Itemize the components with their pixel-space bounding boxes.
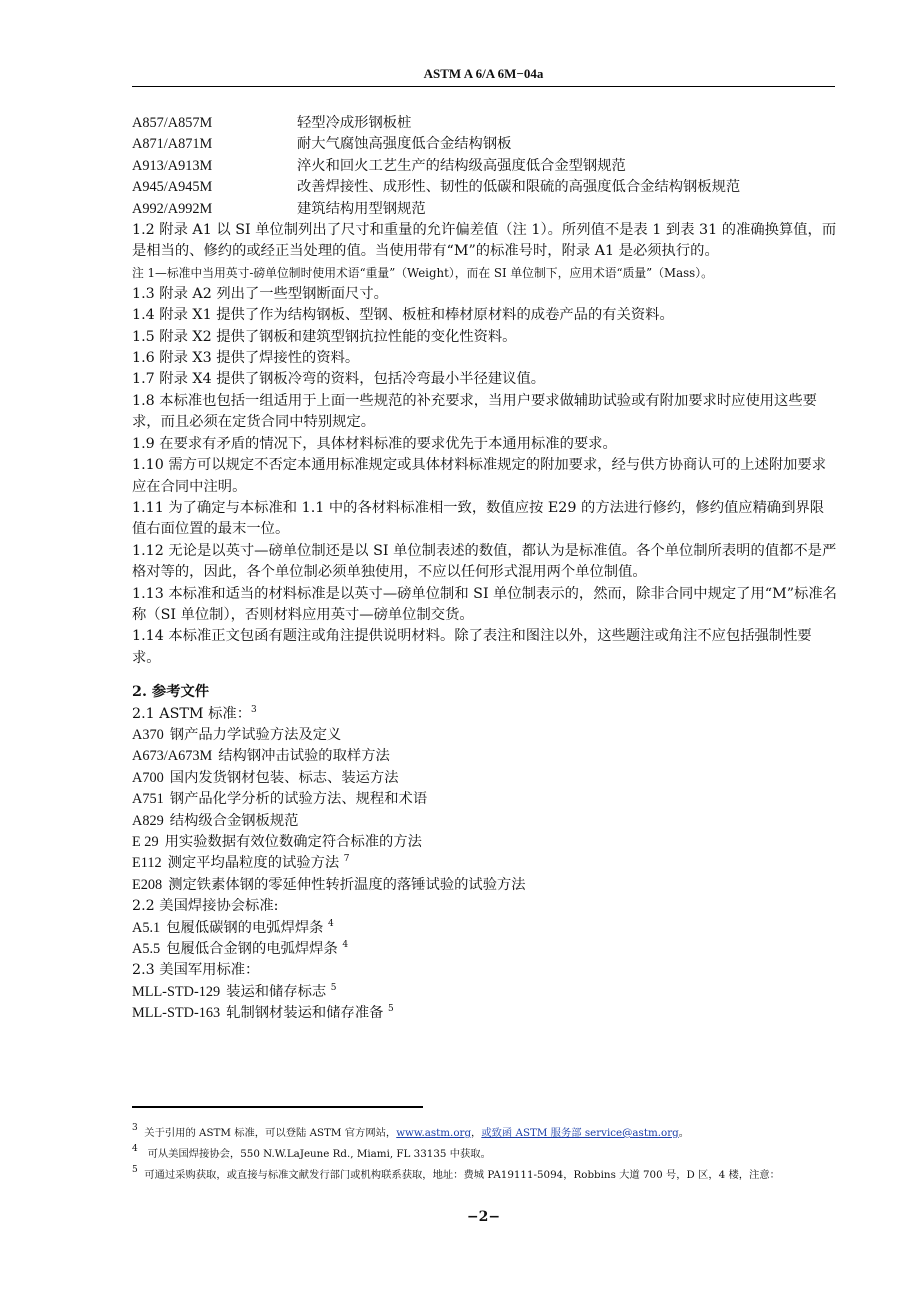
paragraph-1-7: 1.7 附录 X4 提供了钢板冷弯的资料，包括冷弯最小半径建议值。 bbox=[132, 371, 546, 388]
ref-desc: 测定平均晶粒度的试验方法 bbox=[167, 855, 340, 872]
page-number: −2− bbox=[466, 1209, 501, 1225]
note-1: 注 1—标准中当用英寸-磅单位制时使用术语“重量”（Weight），而在 SI 单位制下，应用术语“质量”（Mass）。 bbox=[132, 265, 713, 280]
ref-desc: 结构级合金钢板规范 bbox=[169, 812, 299, 829]
standard-code: A992/A992M bbox=[132, 200, 213, 217]
standard-desc: 耐大气腐蚀高强度低合金结构钢板 bbox=[297, 136, 512, 153]
standard-code: A871/A871M bbox=[132, 136, 213, 153]
footnotes bbox=[132, 1123, 837, 1186]
footnote-ref: 7 bbox=[343, 854, 350, 865]
footnote-number: 4 bbox=[132, 1144, 138, 1154]
list-item bbox=[132, 725, 837, 746]
paragraph-1-2: 1.2 附录 A1 以 SI 单位制列出了尺寸和重量的允许偏差值（注 1）。所列值不是表 1 到表 31 的准确换算值，而是相当的、修约的或经正当处理的值。当使用带有“M”的标准号时，附录 A1 是必须执行的。 bbox=[132, 222, 837, 260]
ref-desc: 用实验数据有效位数确定符合标准的方法 bbox=[164, 834, 422, 850]
paragraph-1-10: 1.10 需方可以规定不否定本通用标准规定或具体材料标准规定的附加要求，经与供方协商认可的上述附加要求应在合同中注明。 bbox=[132, 457, 827, 495]
ref-desc: 轧制钢材装运和储存准备 bbox=[226, 1005, 384, 1022]
paragraph-1-3: 1.3 附录 A2 列出了一些型钢断面尺寸。 bbox=[132, 285, 388, 302]
subsection-2-2: 2.2 美国焊接协会标准: bbox=[132, 898, 279, 915]
paragraph-1-4: 1.4 附录 X1 提供了作为结构钢板、型钢、板桩和棒材原材料的成卷产品的有关资料。 bbox=[132, 307, 674, 324]
ref-desc: 钢产品力学试验方法及定义 bbox=[169, 726, 342, 743]
footnote-ref: 5 bbox=[387, 1004, 394, 1015]
ref-desc: 测定铁素体钢的零延伸性转折温度的落锤试验的试验方法 bbox=[168, 876, 526, 893]
list-item bbox=[132, 875, 837, 896]
footnote-5 bbox=[132, 1165, 837, 1186]
list-item bbox=[132, 134, 837, 155]
section-spacer bbox=[132, 669, 837, 682]
astm-email-link[interactable]: 或致函 ASTM 服务部 service@astm.org bbox=[481, 1127, 679, 1139]
list-item bbox=[132, 746, 837, 767]
subsection-label: 2.1 ASTM 标准： bbox=[132, 705, 252, 722]
section-2-title: 2. 参考文件 bbox=[132, 684, 210, 701]
standard-desc: 建筑结构用型钢规范 bbox=[297, 200, 426, 217]
ref-code: A5.1 bbox=[132, 919, 161, 936]
standards-list bbox=[132, 113, 837, 220]
list-item bbox=[132, 199, 837, 220]
footnote-ref: 3 bbox=[251, 704, 257, 715]
footnote-text: 可从美国焊接协会，550 N.W.LaJeune Rd., Miami, FL 33135 中获取。 bbox=[147, 1148, 491, 1160]
ref-code: E112 bbox=[132, 855, 162, 872]
ref-code: E208 bbox=[132, 876, 163, 893]
ref-desc: 结构钢冲击试验的取样方法 bbox=[218, 748, 390, 765]
footnote-4 bbox=[132, 1144, 837, 1165]
ref-desc: 包履低合金钢的电弧焊焊条 bbox=[166, 941, 338, 958]
subsection-2-3: 2.3 美国军用标准： bbox=[132, 962, 260, 979]
footnote-ref: 5 bbox=[330, 982, 337, 993]
footnote-end: 。 bbox=[678, 1127, 690, 1139]
ref-code: MLL-STD-163 bbox=[132, 1005, 221, 1022]
list-item bbox=[132, 982, 837, 1003]
subsection-2-1 bbox=[132, 704, 837, 725]
footnote-number: 5 bbox=[132, 1165, 138, 1175]
list-item bbox=[132, 1003, 837, 1024]
ref-code: E 29 bbox=[132, 834, 159, 850]
ref-code: MLL-STD-129 bbox=[132, 983, 221, 1000]
footnote-ref: 4 bbox=[328, 918, 334, 929]
standard-code: A945/A945M bbox=[132, 179, 213, 196]
ref-code: A673/A673M bbox=[132, 748, 213, 765]
paragraph-1-14: 1.14 本标准正文包函有题注或角注提供说明材料。除了表注和图注以外，这些题注或角注不应包括强制性要求。 bbox=[132, 628, 812, 666]
list-item bbox=[132, 113, 837, 134]
ref-code: A5.5 bbox=[132, 941, 161, 958]
standard-code: A913/A913M bbox=[132, 157, 213, 174]
footnote-separator bbox=[132, 1106, 423, 1108]
paragraph-1-11: 1.11 为了确定与本标准和 1.1 中的各材料标准相一致，数值应按 E29 的方法进行修约，修约值应精确到界限值右面位置的最末一位。 bbox=[132, 499, 825, 538]
paragraph-1-6: 1.6 附录 X3 提供了焊接性的资料。 bbox=[132, 350, 360, 367]
footnote-3 bbox=[132, 1123, 837, 1144]
paragraph-1-8: 1.8 本标准也包括一组适用于上面一些规范的补充要求，当用户要求做辅助试验或有附加要求时应使用这些要求，而且必须在定货合同中特别规定。 bbox=[132, 392, 817, 431]
list-item bbox=[132, 939, 837, 960]
footnote-number: 3 bbox=[132, 1123, 138, 1133]
standard-code: A857/A857M bbox=[132, 115, 213, 131]
list-item bbox=[132, 853, 837, 874]
ref-desc: 装运和储存标志 bbox=[226, 983, 327, 1000]
list-item bbox=[132, 768, 837, 789]
list-item bbox=[132, 811, 837, 832]
standard-desc: 改善焊接性、成形性、韧性的低碳和限硫的高强度低合金结构钢板规范 bbox=[297, 179, 741, 196]
standard-desc: 轻型冷成形钢板桩 bbox=[297, 115, 412, 131]
ref-code: A700 bbox=[132, 769, 164, 786]
footnote-ref: 4 bbox=[342, 940, 349, 951]
paragraph-1-9: 1.9 在要求有矛盾的情况下，具体材料标准的要求优先于本通用标准的要求。 bbox=[132, 435, 617, 452]
ref-desc: 国内发货钢材包装、标志、装运方法 bbox=[169, 769, 399, 786]
ref-code: A370 bbox=[132, 726, 164, 743]
paragraph-1-12: 1.12 无论是以英寸—磅单位制还是以 SI 单位制表述的数值，都认为是标准值。各个单位制所表明的值都不是严格对等的，因此，各个单位制必须单独使用，不应以任何形式混用两个单位制值。 bbox=[132, 542, 837, 581]
footnote-text: 可通过采购获取，或直接与标准文献发行部门或机构联系获取，地址：费城 PA19111-5094，Robbins 大道 700 号，D 区，4 楼，注意： bbox=[144, 1169, 780, 1181]
list-item bbox=[132, 918, 837, 939]
list-item bbox=[132, 156, 837, 177]
header-rule bbox=[132, 86, 835, 87]
astm-website-link[interactable]: www.astm.org bbox=[396, 1127, 472, 1139]
ref-desc: 钢产品化学分析的试验方法、规程和术语 bbox=[169, 791, 428, 808]
ref-desc: 包履低碳钢的电弧焊焊条 bbox=[166, 919, 324, 936]
page-header: ASTM A 6/A 6M−04a bbox=[423, 66, 544, 81]
ref-code: A829 bbox=[132, 812, 164, 829]
footnote-sep: ， bbox=[471, 1127, 482, 1139]
main-content bbox=[132, 113, 837, 1025]
paragraph-1-13: 1.13 本标准和适当的材料标准是以英寸—磅单位制和 SI 单位制表示的，然而，除非合同中规定了用“M”标准名称（SI 单位制），否则材料应用英寸—磅单位制交货。 bbox=[132, 585, 837, 623]
list-item bbox=[132, 789, 837, 810]
footnote-text: 关于引用的 ASTM 标准，可以登陆 ASTM 官方网站， bbox=[144, 1127, 397, 1139]
paragraph-1-5: 1.5 附录 X2 提供了钢板和建筑型钢抗拉性能的变化性资料。 bbox=[132, 328, 517, 345]
list-item bbox=[132, 177, 837, 198]
ref-code: A751 bbox=[132, 791, 164, 808]
standard-desc: 淬火和回火工艺生产的结构级高强度低合金型钢规范 bbox=[297, 157, 626, 174]
list-item bbox=[132, 832, 837, 853]
